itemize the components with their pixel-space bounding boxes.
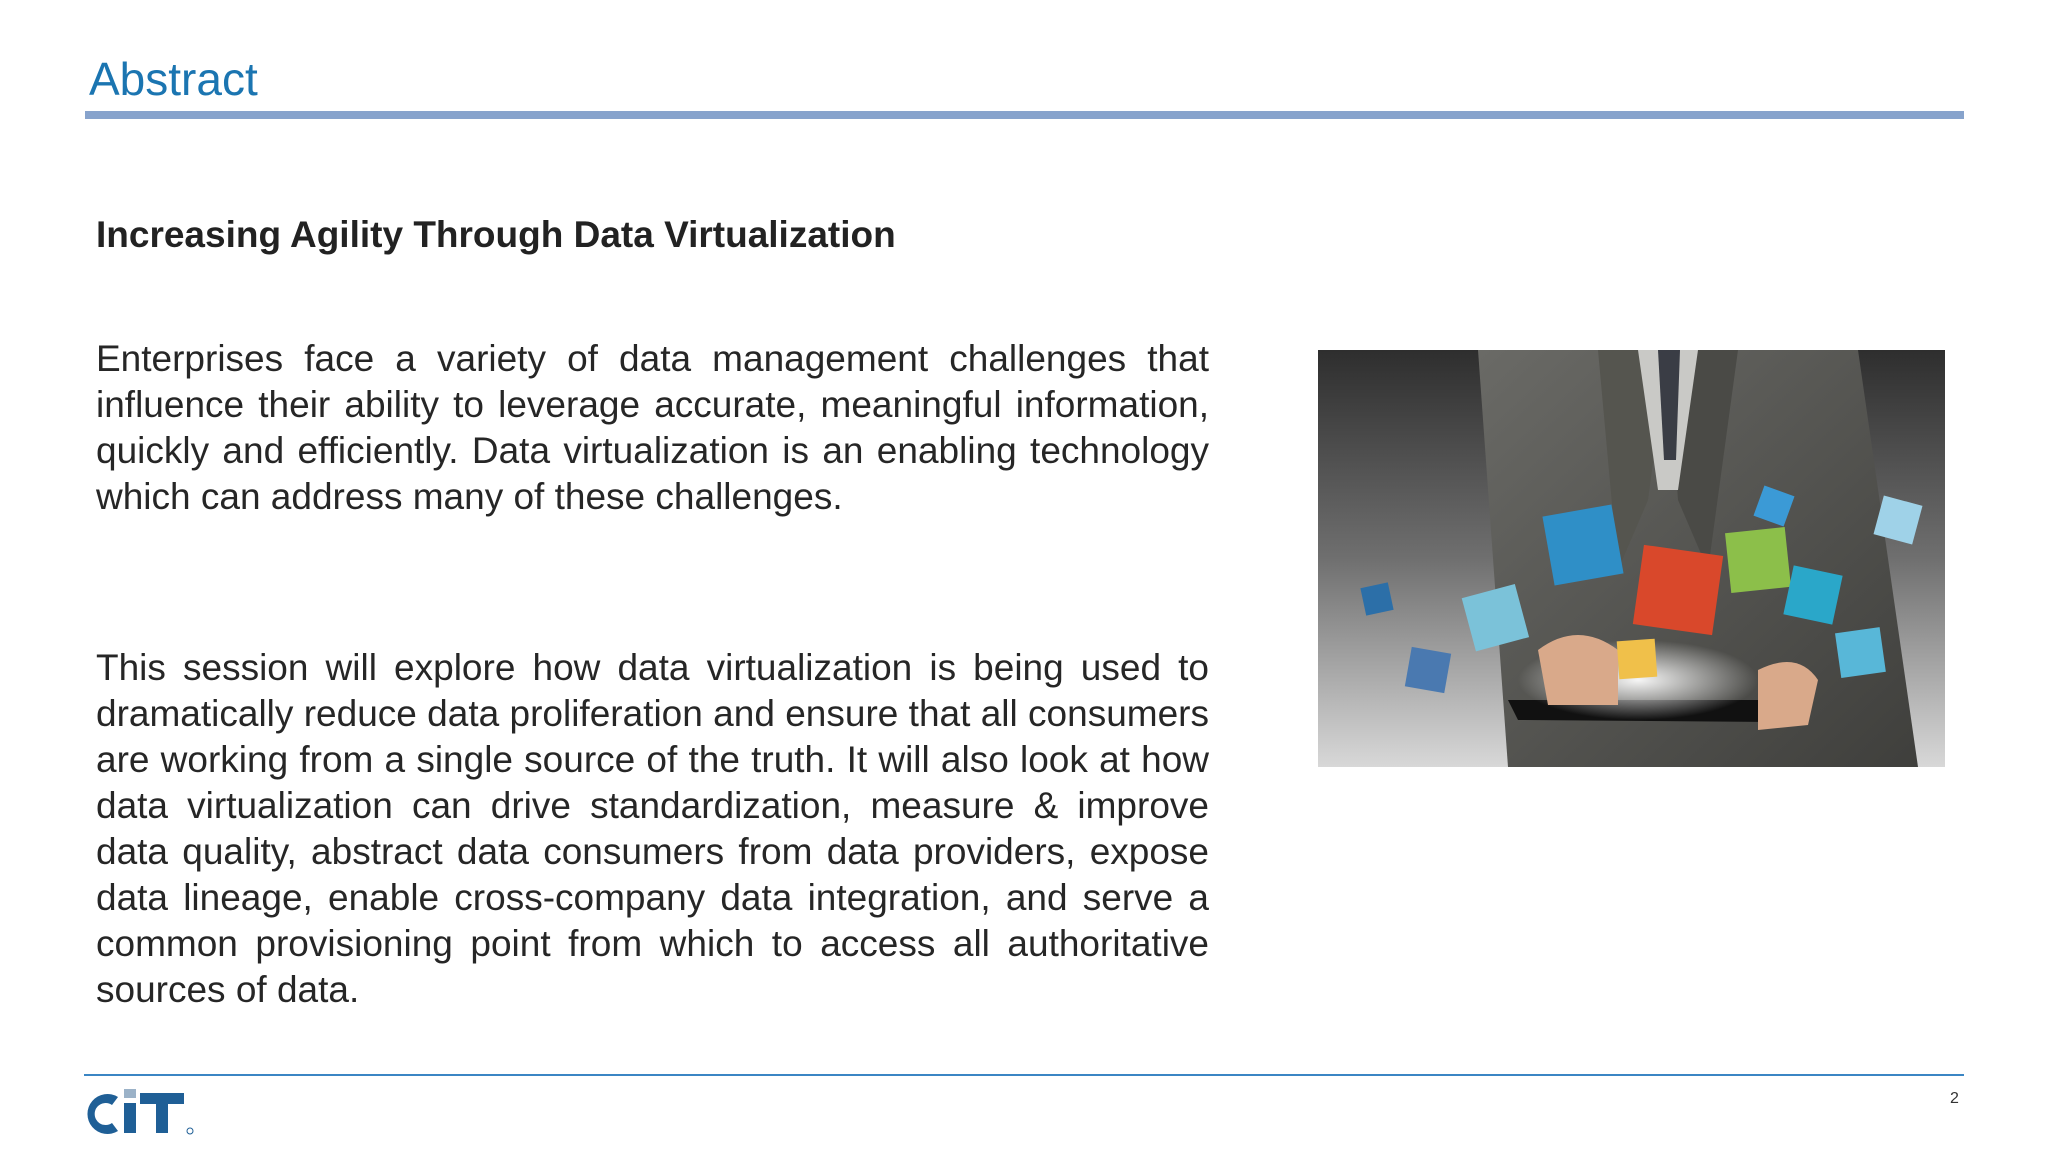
title-divider (85, 111, 1964, 119)
cit-logo (80, 1085, 200, 1143)
slide-subtitle: Increasing Agility Through Data Virtualization (96, 214, 896, 255)
footer-divider (84, 1074, 1964, 1076)
page-number: 2 (1950, 1090, 1959, 1107)
slide-title: Abstract (89, 53, 258, 105)
abstract-paragraph-2: This session will explore how data virtualization is being used to dramatically reduce data proliferation and ensure that all consumers are working from a single source of the truth. It will also look at how data virtualization can drive standardization, measure & improve data quality, abstract data consumers from data providers, expose data lineage, enable cross-company data integration, and serve a common provisioning point from which to access all authoritative sources of data. (96, 647, 1209, 1010)
businessman-tablet-photo (1318, 350, 1945, 767)
abstract-paragraph-1: Enterprises face a variety of data management challenges that influence their ability to leverage accurate, meaningful information, quickly and efficiently. Data virtualization is an enabling technology which can address many of these challenges. (96, 338, 1209, 517)
